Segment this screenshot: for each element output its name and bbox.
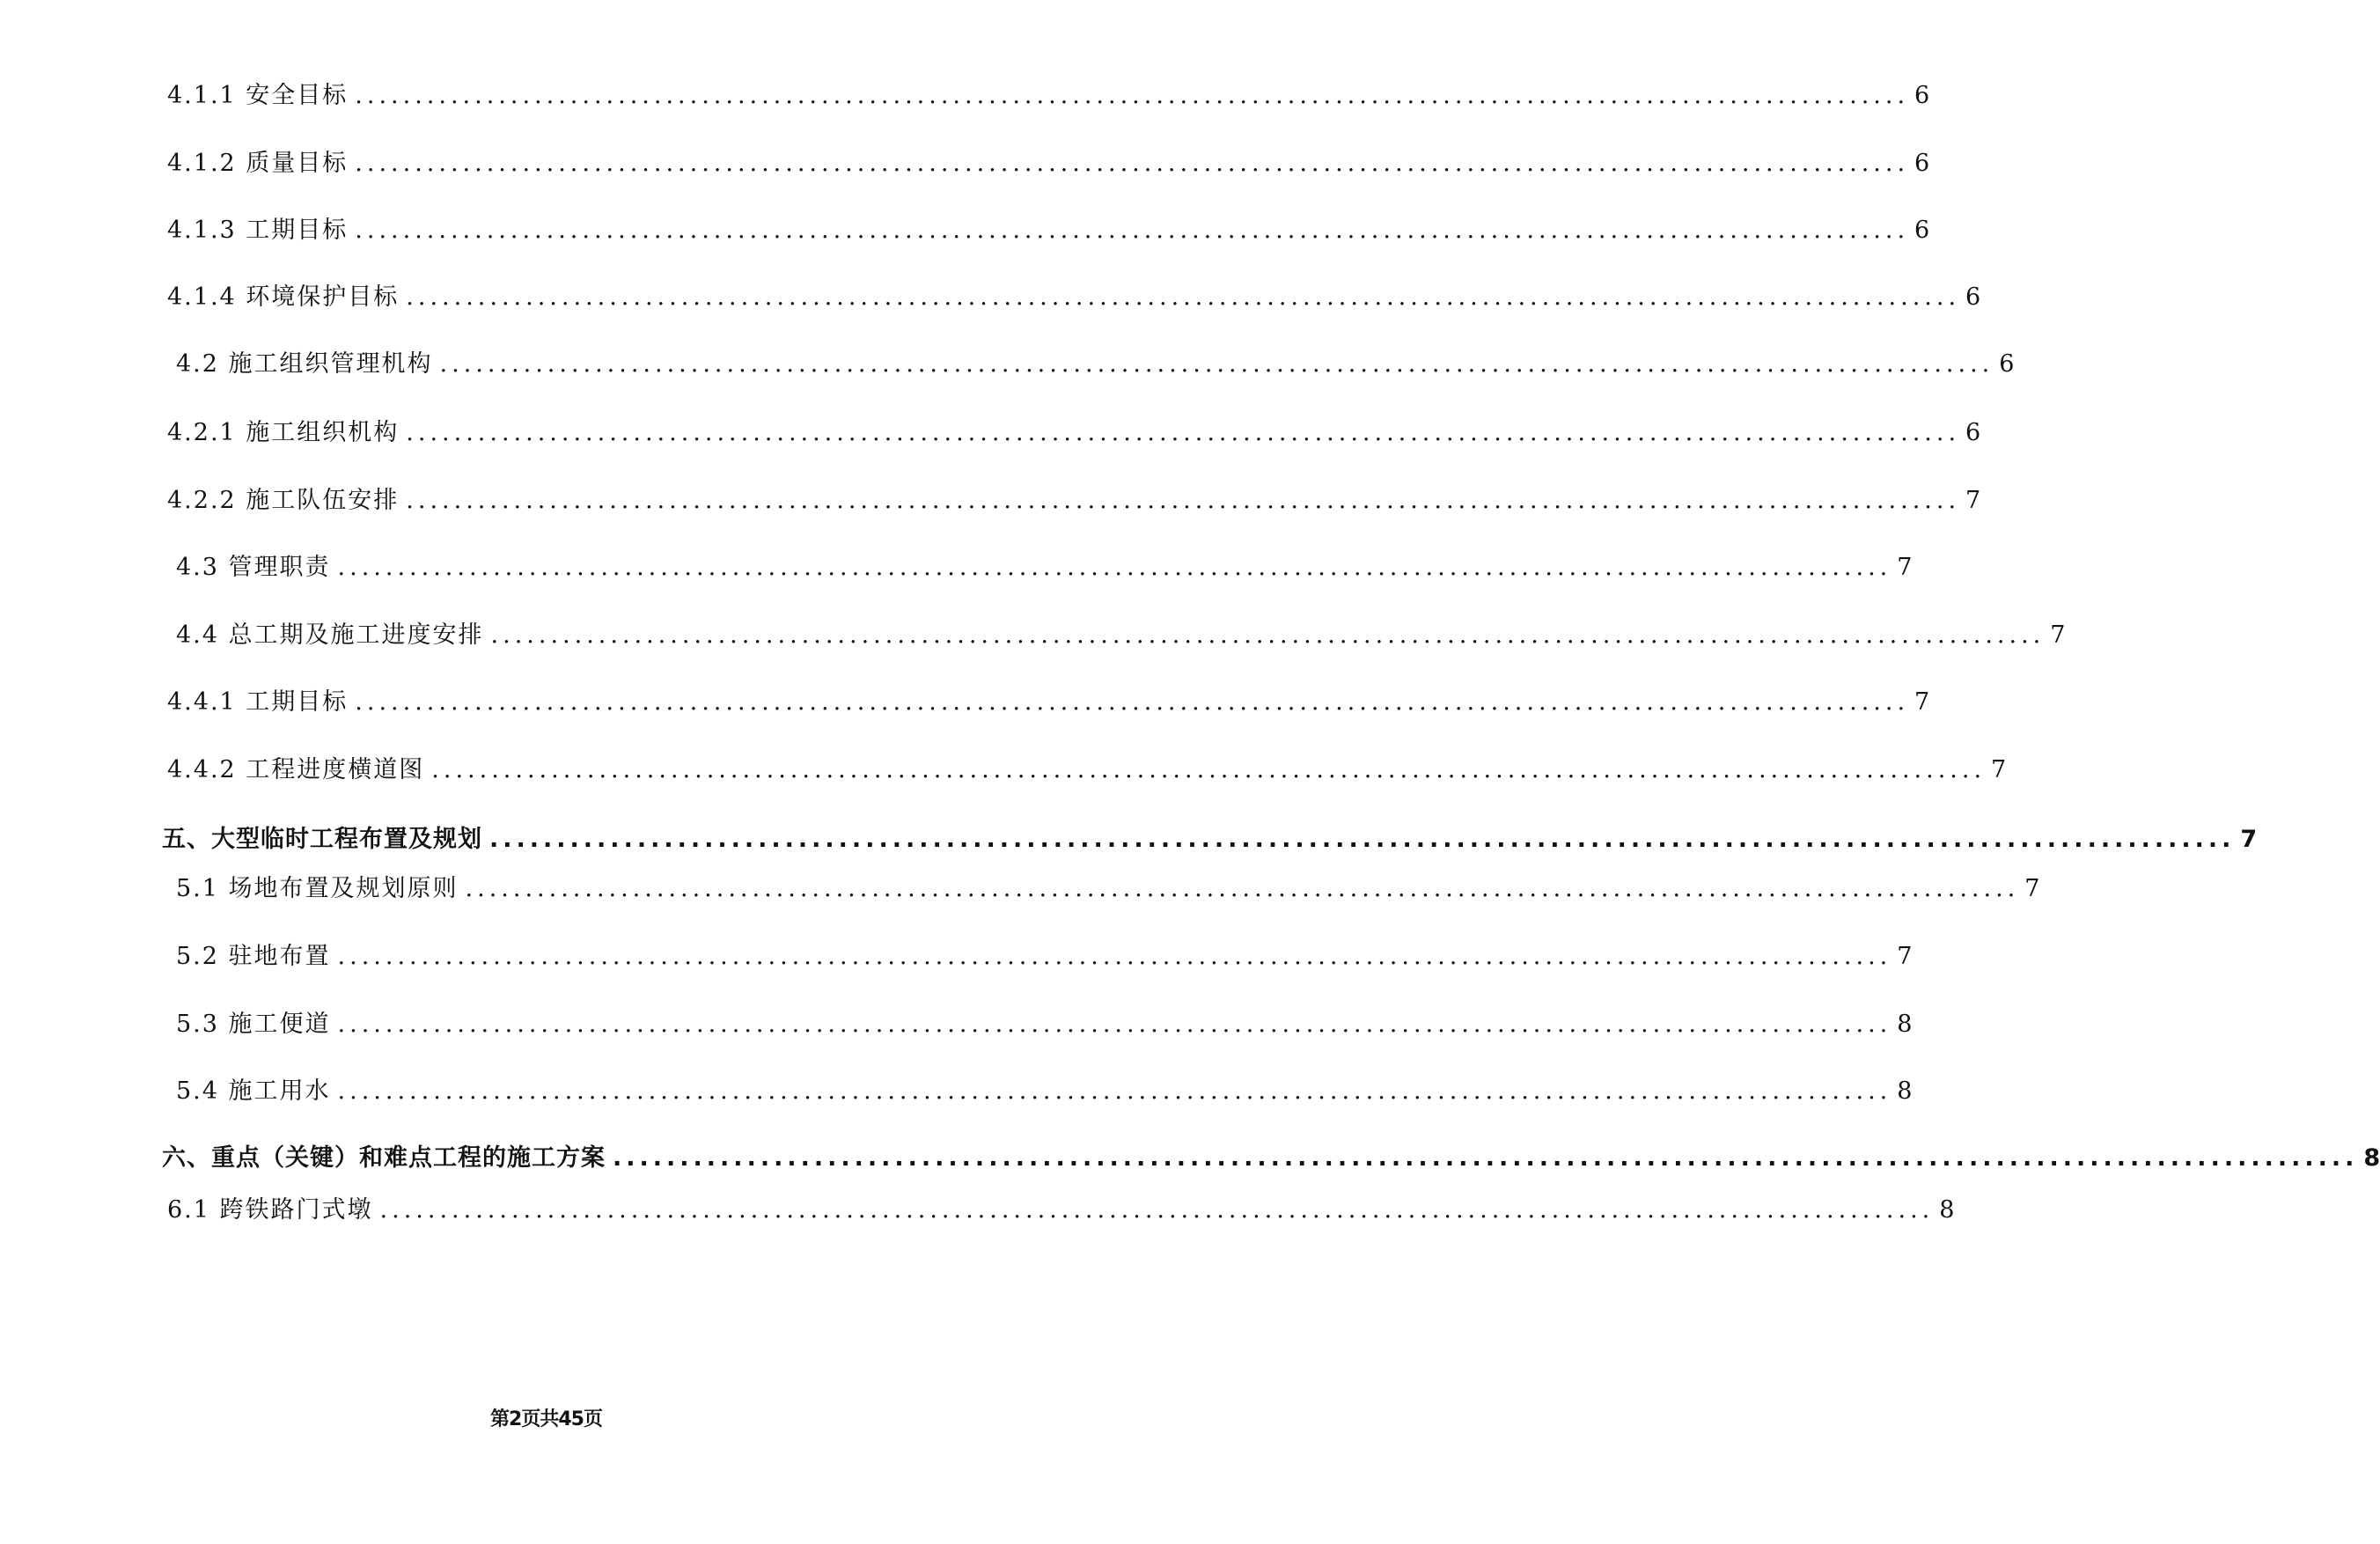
dot-leader: .................................................................................................................................. — [465, 875, 2020, 902]
toc-entry[interactable] — [176, 941, 1913, 973]
dot-leader: .................................................................................................................................. — [355, 217, 1910, 244]
toc-entry[interactable] — [167, 282, 1981, 313]
dot-leader: .................................................................................................................................. — [489, 826, 2236, 853]
toc-chapter-entry[interactable] — [162, 824, 2258, 856]
toc-entry[interactable] — [167, 754, 2007, 786]
toc-entry[interactable] — [167, 148, 1930, 180]
dot-leader: .................................................................................................................................. — [613, 1144, 2359, 1172]
dot-leader: .................................................................................................................................. — [406, 419, 1961, 446]
toc-entry-label: 4.2.2 施工队伍安排 — [167, 487, 400, 514]
toc-entry[interactable] — [167, 485, 1981, 517]
toc-entry-label: 4.3 管理职责 — [176, 554, 331, 581]
dot-leader: .................................................................................................................................. — [337, 943, 1892, 970]
toc-entry[interactable] — [176, 552, 1913, 584]
toc-entry-label: 4.4 总工期及施工进度安排 — [176, 621, 484, 649]
toc-entry-label: 4.1.1 安全目标 — [167, 82, 349, 109]
dot-leader: .................................................................................................................................. — [355, 688, 1910, 716]
toc-entry[interactable] — [176, 873, 2040, 905]
dot-leader: .................................................................................................................................. — [355, 82, 1910, 109]
dot-leader: .................................................................................................................................. — [431, 756, 1987, 783]
dot-leader: .................................................................................................................................. — [406, 283, 1961, 311]
page-number-text: 第2页共45页 — [490, 1408, 602, 1430]
toc-entry[interactable] — [176, 1076, 1913, 1107]
toc-entry-page: 6 — [1965, 283, 1981, 311]
toc-entry-page: 8 — [2363, 1144, 2380, 1172]
dot-leader: .................................................................................................................................. — [337, 1011, 1892, 1038]
dot-leader: .................................................................................................................................. — [337, 1077, 1892, 1105]
dot-leader: .................................................................................................................................. — [379, 1196, 1935, 1224]
toc-entry-label: 4.1.4 环境保护目标 — [167, 283, 400, 311]
toc-chapter-entry[interactable] — [162, 1143, 2380, 1174]
toc-entry-page: 8 — [1939, 1196, 1955, 1224]
toc-entry[interactable] — [167, 215, 1930, 246]
toc-entry-label: 5.2 驻地布置 — [176, 943, 331, 970]
toc-entry-page: 7 — [2240, 826, 2258, 853]
toc-entry[interactable] — [176, 620, 2066, 651]
toc-entry-label: 4.1.3 工期目标 — [167, 217, 349, 244]
toc-entry[interactable] — [167, 80, 1930, 112]
toc-entry[interactable] — [176, 1009, 1913, 1040]
toc-entry-page: 6 — [1914, 217, 1930, 244]
toc-entry-page: 7 — [1897, 943, 1913, 970]
page-footer — [0, 1404, 1092, 1431]
dot-leader: .................................................................................................................................. — [337, 554, 1892, 581]
toc-entry-label: 5.1 场地布置及规划原则 — [176, 875, 459, 902]
toc-entry[interactable] — [176, 349, 2015, 380]
toc-entry[interactable] — [167, 687, 1930, 718]
dot-leader: .................................................................................................................................. — [439, 350, 1994, 378]
dot-leader: .................................................................................................................................. — [355, 150, 1910, 177]
toc-entry-page: 6 — [1999, 350, 2015, 378]
dot-leader: .................................................................................................................................. — [490, 621, 2046, 649]
toc-entry-page: 7 — [2050, 621, 2066, 649]
toc-entry[interactable] — [167, 417, 1981, 449]
toc-entry-label: 五、大型临时工程布置及规划 — [162, 826, 482, 853]
toc-entry-page: 7 — [1914, 688, 1930, 716]
toc-entry[interactable] — [167, 1195, 1955, 1226]
toc-entry-label: 6.1 跨铁路门式墩 — [167, 1196, 373, 1224]
toc-entry-label: 4.4.1 工期目标 — [167, 688, 349, 716]
toc-entry-page: 7 — [1897, 554, 1913, 581]
toc-entry-page: 6 — [1914, 150, 1930, 177]
toc-entry-page: 7 — [1965, 487, 1981, 514]
toc-entry-label: 4.4.2 工程进度横道图 — [167, 756, 425, 783]
toc-entry-label: 5.3 施工便道 — [176, 1011, 331, 1038]
toc-entry-label: 4.2 施工组织管理机构 — [176, 350, 433, 378]
toc-entry-page: 8 — [1897, 1077, 1913, 1105]
toc-entry-page: 6 — [1965, 419, 1981, 446]
toc-entry-page: 7 — [2024, 875, 2040, 902]
toc-entry-page: 6 — [1914, 82, 1930, 109]
toc-entry-label: 5.4 施工用水 — [176, 1077, 331, 1105]
toc-entry-page: 8 — [1897, 1011, 1913, 1038]
toc-entry-page: 7 — [1991, 756, 2007, 783]
toc-entry-label: 4.1.2 质量目标 — [167, 150, 349, 177]
toc-entry-label: 4.2.1 施工组织机构 — [167, 419, 400, 446]
toc-entry-label: 六、重点（关键）和难点工程的施工方案 — [162, 1144, 606, 1172]
dot-leader: .................................................................................................................................. — [406, 487, 1961, 514]
